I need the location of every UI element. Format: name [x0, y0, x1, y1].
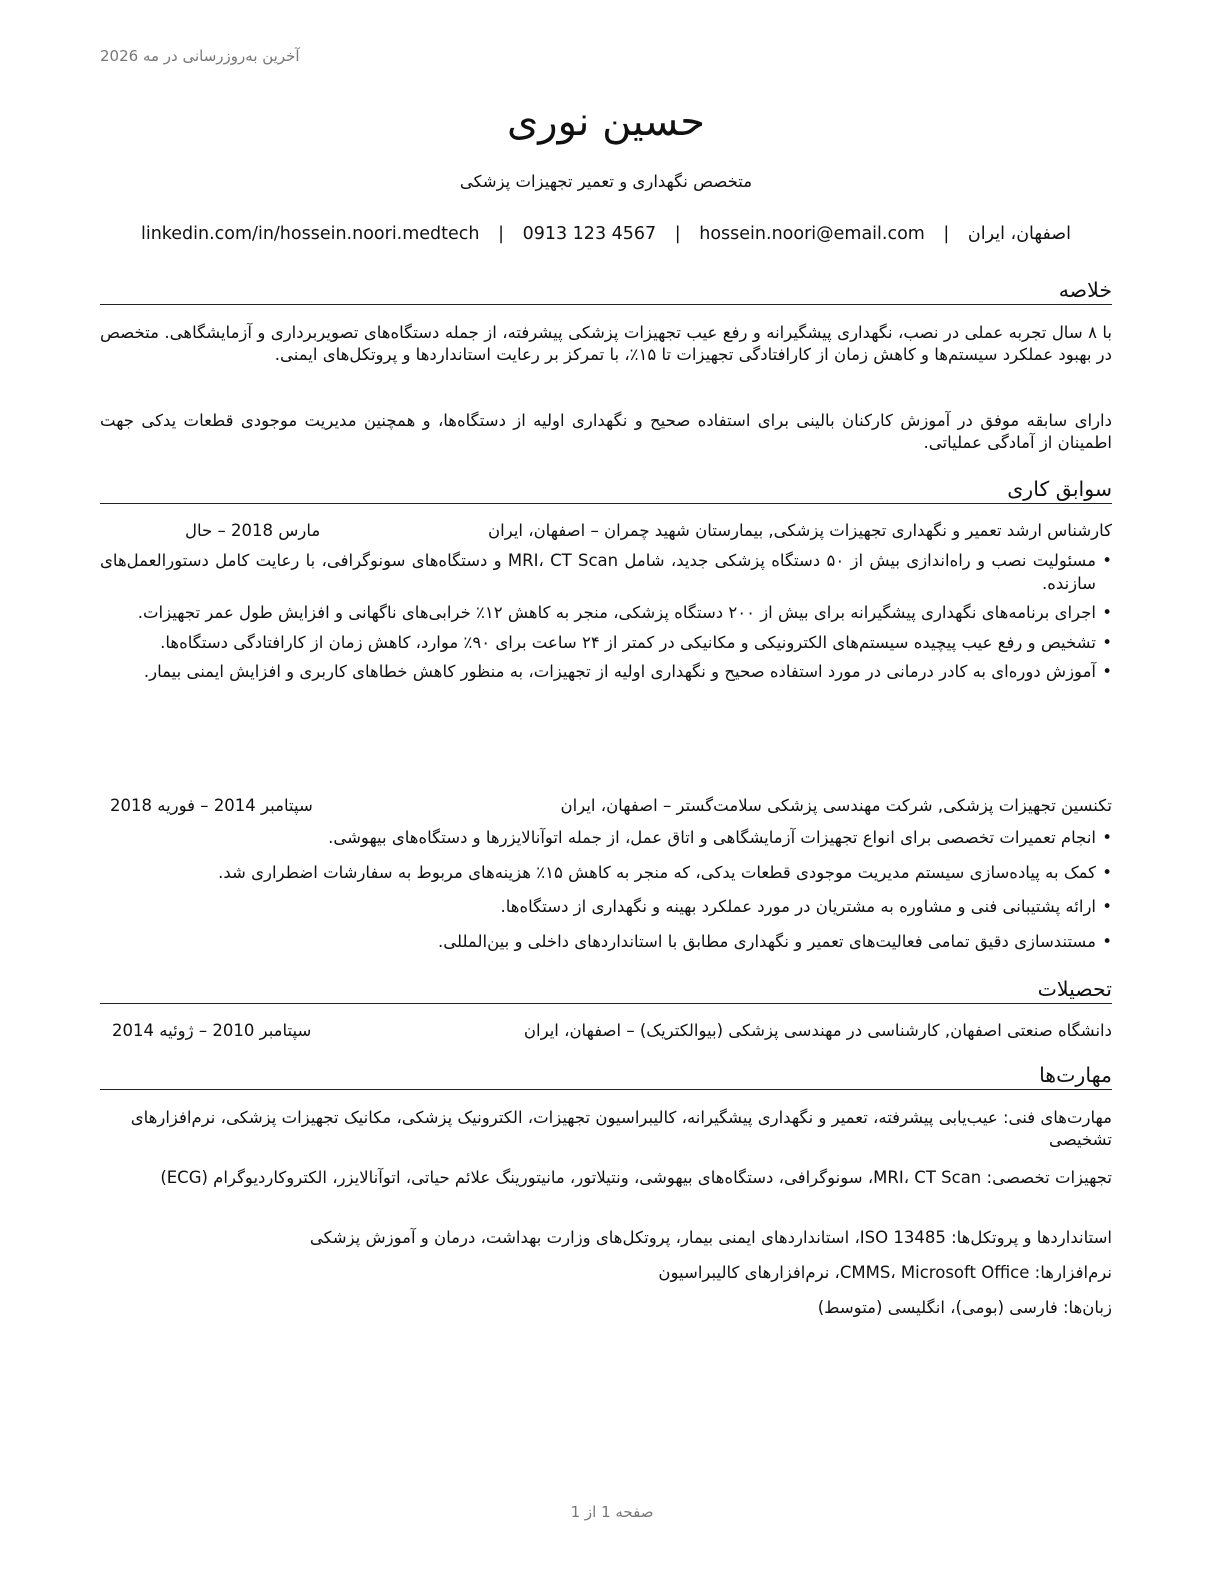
job-date: سپتامبر 2014 – فوریه 2018 — [110, 796, 313, 815]
bullet-icon: • — [1102, 603, 1112, 622]
experience-heading: سوابق کاری — [100, 476, 1112, 504]
job-date: مارس 2018 – حال — [185, 521, 321, 540]
skill-line: زبان‌ها: فارسی (بومی)، انگلیسی (متوسط) — [817, 1298, 1112, 1317]
list-item: • آموزش دوره‌ای به کادر درمانی در مورد استفاده صحیح و نگهداری اولیه از تجهیزات، به منظور کاهش خطاهای کاربری و افزایش ایمنی بیمار. — [100, 661, 1112, 684]
job-title: کارشناس ارشد تعمیر و نگهداری تجهیزات پزشکی, بیمارستان شهید چمران – اصفهان، ایران — [488, 521, 1112, 540]
job-bullets — [100, 550, 1112, 691]
bullet-icon: • — [1102, 632, 1112, 652]
contact-line — [100, 224, 1112, 244]
contact-separator: | — [498, 224, 504, 244]
education-title: دانشگاه صنعتی اصفهان, کارشناسی در مهندسی پزشکی (بیوالکتریک) – اصفهان، ایران — [523, 1021, 1112, 1040]
bullet-icon: • — [1102, 862, 1112, 882]
contact-email[interactable]: hossein.noori@email.com — [699, 224, 925, 244]
skill-line: مهارت‌های فنی: عیب‌یابی پیشرفته، تعمیر و نگهداری پیشگیرانه، کالیبراسیون تجهیزات، الکترونیک پزشکی، مکانیک تجهیزات پزشکی، نرم‌افزارهای تشخیصی — [130, 1108, 1112, 1149]
education-heading: تحصیلات — [100, 976, 1112, 1004]
contact-linkedin[interactable]: linkedin.com/in/hossein.noori.medtech — [140, 224, 480, 244]
page-number: صفحه 1 از 1 — [570, 1503, 654, 1521]
job-subtitle: متخصص نگهداری و تعمیر تجهیزات پزشکی — [459, 172, 753, 191]
bullet-icon: • — [1102, 897, 1112, 916]
list-item: • مستندسازی دقیق تمامی فعالیت‌های تعمیر و نگهداری مطابق با استانداردهای داخلی و بین‌المللی. — [100, 931, 1112, 954]
skill-line: تجهیزات تخصصی: MRI، CT Scan، سونوگرافی، دستگاه‌های بیهوشی، ونتیلاتور، مانیتورینگ علائم حیاتی، اتوآنالایزر، الکتروکاردیوگرام (ECG) — [160, 1168, 1112, 1187]
skill-line: نرم‌افزارها: CMMS، Microsoft Office، نرم‌افزارهای کالیبراسیون — [658, 1263, 1112, 1282]
list-item: • کمک به پیاده‌سازی سیستم مدیریت موجودی قطعات یدکی، که منجر به کاهش ۱۵٪ هزینه‌های مربوط به سفارشات اضطراری شد. — [100, 862, 1112, 885]
last-updated: آخرین به‌روزرسانی در مه 2026 — [100, 47, 300, 65]
list-item: • ارائه پشتیبانی فنی و مشاوره به مشتریان در مورد عملکرد بهینه و نگهداری از دستگاه‌ها. — [100, 896, 1112, 919]
bullet-icon: • — [1102, 551, 1112, 570]
job-title: تکنسین تجهیزات پزشکی, شرکت مهندسی پزشکی سلامت‌گستر – اصفهان، ایران — [560, 796, 1112, 815]
job-header — [100, 795, 1112, 819]
list-item: • مسئولیت نصب و راه‌اندازی بیش از ۵۰ دستگاه پزشکی جدید، شامل MRI، CT Scan و دستگاه‌های سونوگرافی، با رعایت کامل دستورالعمل‌های سازنده. — [100, 551, 1112, 593]
skill-line: استانداردها و پروتکل‌ها: ISO 13485، استانداردهای ایمنی بیمار، پروتکل‌های وزارت بهداشت، درمان و آموزش پزشکی — [309, 1228, 1112, 1247]
skills-heading: مهارت‌ها — [100, 1062, 1112, 1090]
list-item: • اجرای برنامه‌های نگهداری پیشگیرانه برای بیش از ۲۰۰ دستگاه پزشکی، منجر به کاهش ۱۲٪ خرابی‌های ناگهانی و افزایش طول عمر تجهیزات. — [100, 602, 1112, 625]
summary-paragraph: با ۸ سال تجربه عملی در نصب، نگهداری پیشگیرانه و رفع عیب تجهیزات پزشکی پیشرفته، از جمله دستگاه‌های تصویربرداری و آزمایشگاهی. متخصص در بهبود عملکرد سیستم‌ها و کاهش زمان از کارافتادگی تجهیزات تا ۱۵٪، با تمرکز بر رعایت استانداردها و پروتکل‌های ایمنی. — [100, 323, 1112, 364]
bullet-icon: • — [1102, 828, 1112, 847]
resume-page — [100, 0, 1112, 1584]
contact-phone[interactable]: 0913 123 4567 — [522, 224, 657, 244]
summary-paragraph: دارای سابقه موفق در آموزش کارکنان بالینی برای استفاده صحیح و نگهداری اولیه از دستگاه‌ها، و همچنین مدیریت موجودی قطعات یدکی جهت اطمینان از آمادگی عملیاتی. — [100, 411, 1112, 452]
list-item: • تشخیص و رفع عیب پیچیده سیستم‌های الکترونیکی و مکانیکی در کمتر از ۲۴ ساعت برای ۹۰٪ موارد، کاهش زمان از کارافتادگی دستگاه‌ها. — [100, 632, 1112, 655]
education-entry — [100, 1020, 1112, 1044]
contact-separator: | — [674, 224, 681, 244]
bullet-icon: • — [1102, 662, 1112, 681]
bullet-icon: • — [1102, 931, 1112, 951]
job-header — [100, 520, 1112, 544]
person-name: حسین نوری — [506, 99, 706, 145]
contact-location: اصفهان، ایران — [967, 224, 1072, 244]
contact-separator: | — [943, 224, 950, 244]
job-bullets — [100, 827, 1112, 965]
summary-heading: خلاصه — [100, 277, 1112, 305]
education-date: سپتامبر 2010 – ژوئیه 2014 — [112, 1021, 312, 1040]
list-item: • انجام تعمیرات تخصصی برای انواع تجهیزات آزمایشگاهی و اتاق عمل، از جمله اتوآنالایزرها و دستگاه‌های بیهوشی. — [100, 827, 1112, 850]
